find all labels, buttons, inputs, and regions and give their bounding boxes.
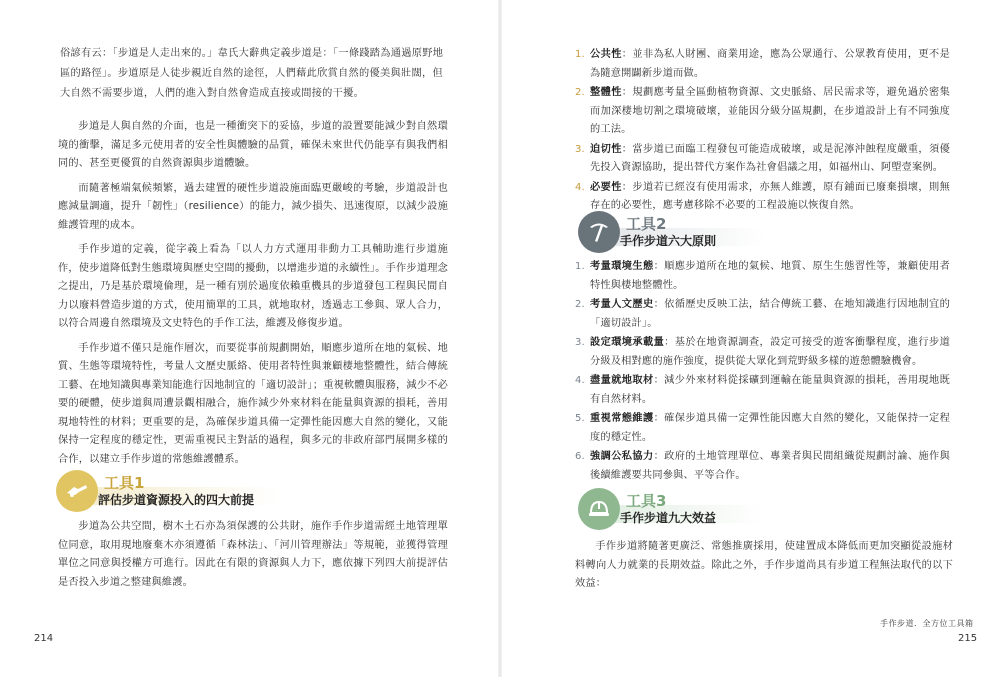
list-item: 3. 設定環境承載量：基於在地資源調查，設定可接受的遊客衝擊程度，進行步道分級及相對應的施作強度，提供從大眾化到荒野級多樣的遊憩體驗機會。 bbox=[575, 337, 950, 367]
hand-tool-icon bbox=[56, 470, 98, 512]
list-item: 2. 考量人文歷史：依循歷史反映工法，結合傳統工藝、在地知識進行因地制宜的「適切設計」。 bbox=[575, 299, 950, 329]
paragraph: 步道是人與自然的介面，也是一種衝突下的妥協，步道的設置要能減少對自然環境的衝擊，滿足多元使用者的安全性與體驗的品質，確保未來世代仍能享有與我們相同的、甚至更優質的自然資源與步道體驗。 bbox=[58, 121, 448, 169]
principles-list bbox=[575, 258, 950, 486]
list-item: 5. 重視常態維護：確保步道具備一定彈性能因應大自然的變化，又能保持一定程度的穩定性。 bbox=[575, 413, 950, 443]
tool1-title: 評估步道資源投入的四大前提 bbox=[98, 492, 255, 507]
list-item: 2. 整體性：規劃應考量全區動植物資源、文史脈絡、居民需求等，避免過於密集而加深棲地切割之環境破壞，並能因分級分區規劃，在步道設計上有不同強度的工法。 bbox=[575, 87, 950, 135]
tool1-label: 工具1 bbox=[104, 473, 145, 492]
tool3-heading bbox=[578, 488, 716, 530]
list-item: 6. 強調公私協力：政府的土地管理單位、專業者與民間組織從規劃討論、施作與後續維護要共同參與、平等合作。 bbox=[575, 451, 950, 481]
epigraph-quote: 俗諺有云：「步道是人走出來的。」韋氏大辭典定義步道是：「一條踐踏為通過原野地區的路徑」。步道原是人徒步親近自然的途徑，人們藉此欣賞自然的優美與壯闊，但大自然不需要步道，人們的進入對自然會造成直接或間接的干擾。 bbox=[60, 48, 444, 99]
prerequisite-list bbox=[575, 46, 950, 217]
tool3-title: 手作步道九大效益 bbox=[620, 510, 717, 525]
paragraph: 而隨著極端氣候頻繁，過去建置的硬性步道設施面臨更嚴峻的考驗，步道設計也應減量調適，提升「韌性」（resilience）的能力，減少損失、迅速復原，以減少設施維護管理的成本。 bbox=[58, 182, 448, 231]
tool3-body bbox=[575, 538, 953, 600]
tool3-label: 工具3 bbox=[626, 491, 667, 510]
paragraph: 手作步道的定義，從字義上看為「以人力方式運用非動力工具輔助進行步道施作，使步道降低對生態環境與歷史空間的擾動，以增進步道的永續性」。手作步道理念之提出，乃是基於環境倫理，是一種有別於過度依賴重機具的步道發包工程與民間自力以廢料營造步道的方式，使用簡單的工具，就地取材，透過志工參與、眾人合力，以符合周邊自然環境及文史特色的手作工法，維護及修復步道。 bbox=[58, 244, 448, 329]
page-number-right: 215 bbox=[958, 633, 978, 644]
pickaxe-icon bbox=[578, 211, 620, 253]
paragraph: 步道為公共空間，樹木土石亦為須保護的公共財，施作手作步道需經土地管理單位同意，取用現地廢棄木亦須遵循「森林法」、「河川管理辦法」等規範，並獲得管理單位之同意與授權方可進行。因此在有限的資源與人力下，應依據下列四大前提評估是否投入步道之整建與維護。 bbox=[58, 521, 448, 588]
tool1-heading bbox=[56, 470, 254, 512]
intro-body bbox=[58, 118, 448, 475]
list-item: 1. 公共性：並非為私人財團、商業用途，應為公眾通行、公眾教育使用，更不是為隨意開闢新步道而做。 bbox=[575, 49, 950, 79]
tool2-heading bbox=[578, 211, 716, 253]
tool2-title: 手作步道六大原則 bbox=[620, 233, 717, 248]
running-head: 手作步道．全方位工具箱 bbox=[880, 619, 974, 628]
hardhat-icon bbox=[578, 488, 620, 530]
list-item: 4. 必要性：步道若已經沒有使用需求，亦無人維護，原有鋪面已廢棄損壞，則無存在的必要性，應考慮移除不必要的工程設施以恢復自然。 bbox=[575, 181, 950, 211]
paragraph: 手作步道將隨著更廣泛、常態推廣採用，使建置成本降低而更加突顯從設施材料轉向人力就業的長期效益。除此之外，手作步道尚具有步道工程無法取代的以下效益： bbox=[575, 541, 953, 589]
list-item: 3. 迫切性：當步道已面臨工程發包可能造成破壞，或是泥濘沖蝕程度嚴重，須優先投入資源協助，提出替代方案作為社會倡議之用，如福州山、阿塱壹案例。 bbox=[575, 143, 950, 173]
page-number-left: 214 bbox=[34, 633, 54, 644]
paragraph: 手作步道不僅只是施作層次，而要從事前規劃開始，順應步道所在地的氣候、地質、生態等環境特性，考量人文歷史脈絡、使用者特性與兼顧棲地整體性，結合傳統工藝、在地知識與專業知能進行因地制宜的「適切設計」；重視軟體與服務，減少不必要的硬體，使步道與周遭景觀相融合，施作減少外來材料在能量與資源的損耗，善用現地特性的材料；更重要的是，為確保步道具備一定彈性能因應大自然的變化，又能保持一定程度的穩定性，更需重視民主對話的過程，與多元的非政府部門展開多樣的合作，以建立手作步道的常態維護體系。 bbox=[58, 342, 448, 465]
list-item: 4. 盡量就地取材：減少外來材料從採礦到運輸在能量與資源的損耗，善用現地既有自然材料。 bbox=[575, 375, 950, 405]
tool1-body bbox=[58, 518, 448, 598]
list-item: 1. 考量環境生態：順應步道所在地的氣候、地質、原生生態習性等，兼顧使用者特性與棲地整體性。 bbox=[575, 261, 950, 291]
tool2-label: 工具2 bbox=[626, 214, 667, 233]
